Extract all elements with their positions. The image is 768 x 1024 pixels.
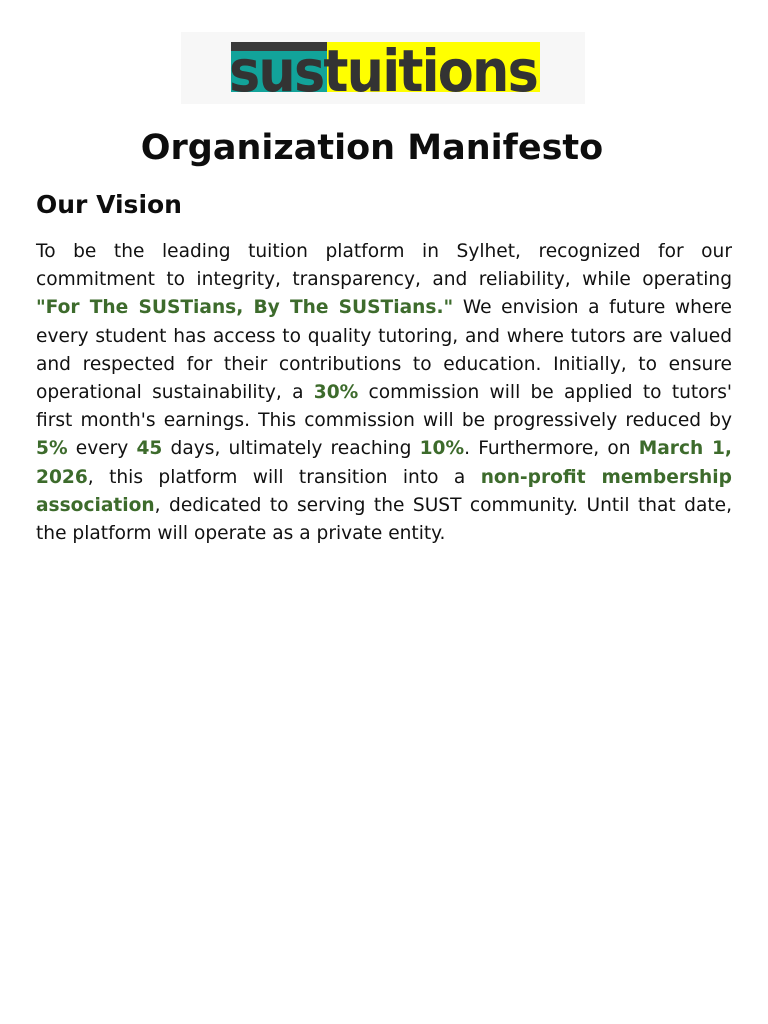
slogan-highlight: "For The SUSTians, By The SUSTians." (36, 297, 454, 319)
reduction-interval-highlight: 45 (136, 438, 163, 460)
paragraph-text-2: We envision a future where every student has access to quality tutoring, and where tutors are valued and respected for their contributions to education. Initially, to ensure operational sustainability, a (36, 297, 732, 404)
organization-type-highlight: non-profit membership association (36, 466, 732, 516)
initial-commission-highlight: 30% (313, 382, 359, 404)
final-commission-highlight: 10% (419, 438, 465, 460)
vision-paragraph (36, 238, 732, 548)
sustuitions-logo (181, 32, 585, 104)
paragraph-text-4: every (67, 438, 137, 460)
paragraph-text-1: To be the leading tuition platform in Sylhet, recognized for our commitment to integrity, transparency, and reliability, while operating (36, 241, 732, 291)
paragraph-text-7: , this platform will transition into a (87, 466, 481, 488)
sustuitions-logo-graphic (181, 32, 585, 104)
transition-date-highlight: March 1, 2026 (36, 438, 732, 488)
paragraph-text-3: commission will be applied to tutors' first month's earnings. This commission will be progressively reduced by (36, 382, 733, 432)
section-heading-our-vision: Our Vision (36, 190, 182, 219)
paragraph-text-5: days, ultimately reaching (162, 438, 420, 460)
page-title: Organization Manifesto (140, 128, 604, 168)
reduction-step-highlight: 5% (36, 438, 68, 460)
paragraph-text-6: . Furthermore, on (464, 438, 639, 460)
logo-wordmark: sustuitions (229, 37, 537, 104)
paragraph-text-8: , dedicated to serving the SUST community. Until that date, the platform will operate as a private entity. (36, 494, 732, 545)
